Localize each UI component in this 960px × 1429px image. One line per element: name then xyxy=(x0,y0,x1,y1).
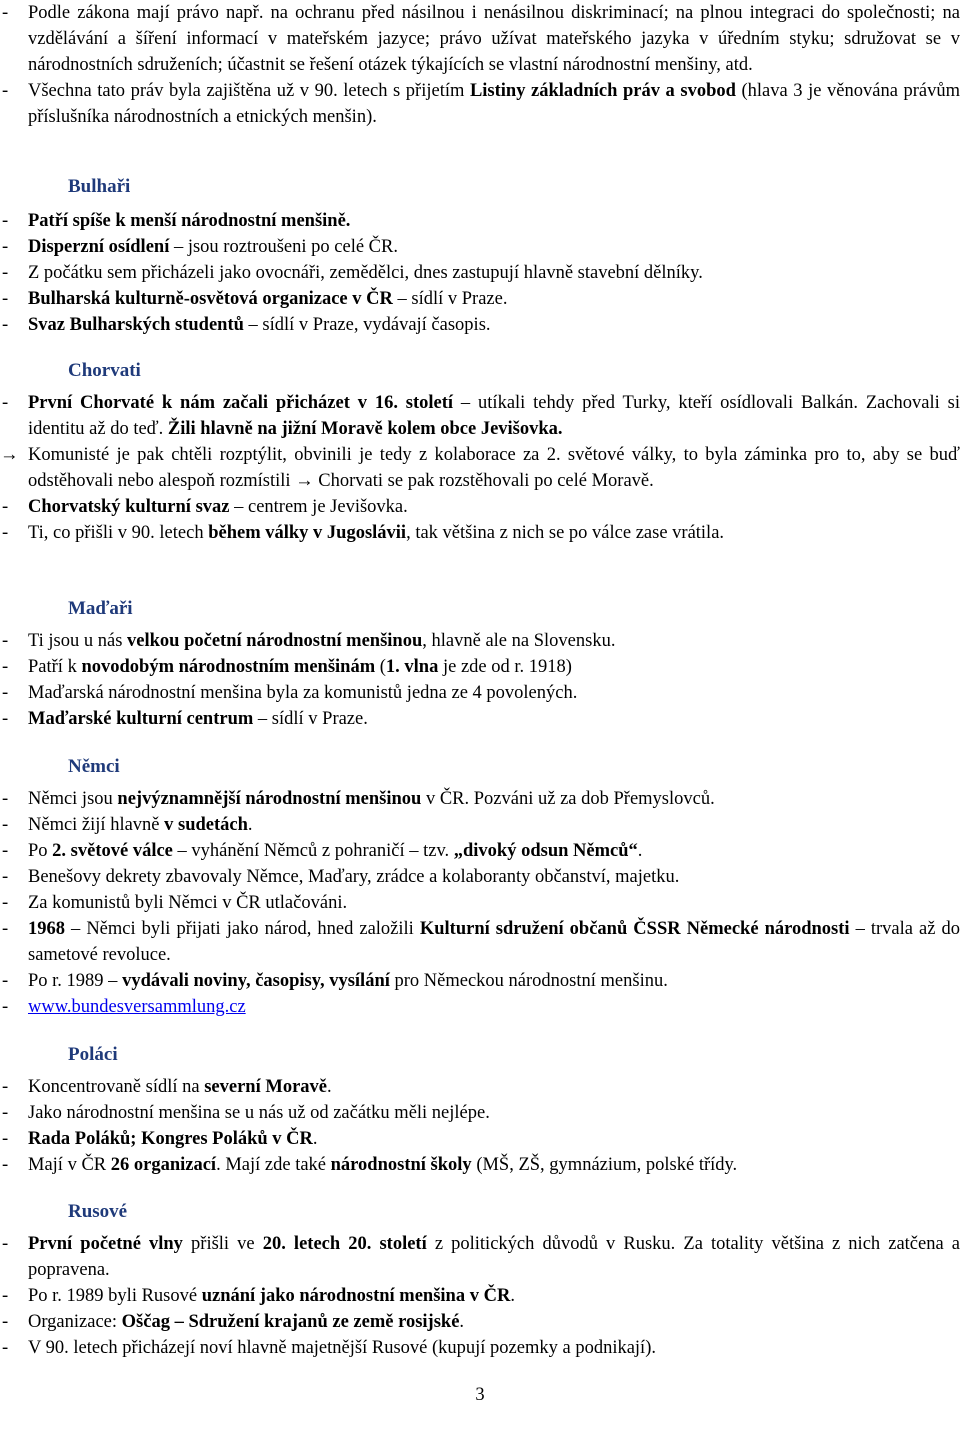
dash-marker: - xyxy=(2,211,9,231)
list-item: - Ti jsou u nás velkou početní národnostní menšinou, hlavně ale na Slovensku. xyxy=(0,628,960,654)
page-number: 3 xyxy=(475,1385,485,1405)
dash-marker: - xyxy=(2,789,9,809)
list-item xyxy=(0,994,960,1020)
dash-marker: - xyxy=(2,289,9,309)
list-item: - První početné vlny přišli ve 20. letech 20. století z politických důvodů v Rusku. Za totality většina z nich zatčena a popravena. xyxy=(0,1231,960,1283)
list-item: - Koncentrovaně sídlí na severní Moravě. xyxy=(0,1074,960,1100)
section-heading: Bulhaři xyxy=(68,176,131,197)
section-heading: Chorvati xyxy=(68,360,141,381)
list-item: - Organizace: Oščag – Sdružení krajanů ze země rosijské. xyxy=(0,1309,960,1335)
section-bulhari xyxy=(0,174,960,338)
list-item: - Maďarská národnostní menšina byla za komunistů jedna ze 4 povolených. xyxy=(0,680,960,706)
list-item: - Mají v ČR 26 organizací. Mají zde také národnostní školy (MŠ, ZŠ, gymnázium, polské třídy. xyxy=(0,1152,960,1178)
section-polaci xyxy=(0,1042,960,1178)
dash-marker: - xyxy=(2,1286,9,1306)
dash-marker: - xyxy=(2,1155,9,1175)
list-item: - Benešovy dekrety zbavovaly Němce, Maďary, zrádce a kolaboranty občanství, majetku. xyxy=(0,864,960,890)
dash-marker: - xyxy=(2,867,9,887)
dash-marker: - xyxy=(2,1338,9,1358)
dash-marker: - xyxy=(2,841,9,861)
list-item: - Po r. 1989 – vydávali noviny, časopisy, vysílání pro Německou národnostní menšinu. xyxy=(0,968,960,994)
section-chorvati xyxy=(0,358,960,546)
list-item: - Disperzní osídlení – jsou roztroušeni po celé ČR. xyxy=(0,234,960,260)
section-heading: Rusové xyxy=(68,1201,128,1222)
dash-marker: - xyxy=(2,81,9,101)
list-item: - Svaz Bulharských studentů – sídlí v Praze, vydávají časopis. xyxy=(0,312,960,338)
dash-marker: - xyxy=(2,497,9,517)
dash-marker: - xyxy=(2,893,9,913)
dash-marker: - xyxy=(2,631,9,651)
list-item: - V 90. letech přicházejí noví hlavně majetnější Rusové (kupují pozemky a podnikají). xyxy=(0,1335,960,1361)
list-item: - Po r. 1989 byli Rusové uznání jako národnostní menšina v ČR. xyxy=(0,1283,960,1309)
list-item: - Ti, co přišli v 90. letech během války v Jugoslávii, tak většina z nich se po válce zase vrátila. xyxy=(0,520,960,546)
list-item: - Po 2. světové válce – vyhánění Němců z pohraničí – tzv. „divoký odsun Němců“. xyxy=(0,838,960,864)
dash-marker: - xyxy=(2,971,9,991)
dash-marker: - xyxy=(2,1129,9,1149)
section-heading: Němci xyxy=(68,756,120,777)
dash-marker: - xyxy=(2,997,9,1017)
list-item: - Jako národnostní menšina se u nás už od začátku měli nejlépe. xyxy=(0,1100,960,1126)
section-madari xyxy=(0,596,960,732)
intro-section xyxy=(0,0,960,130)
list-item: - Patří spíše k menší národnostní menšině. xyxy=(0,208,960,234)
dash-marker: - xyxy=(2,523,9,543)
section-rusove xyxy=(0,1199,960,1361)
list-item: - První Chorvaté k nám začali přicházet v 16. století – utíkali tehdy před Turky, kteří osídlovali Balkán. Zachovali si identitu až do teď. Žili hlavně na jižní Moravě kolem obce Jevišovka. xyxy=(0,390,960,442)
list-item: - 1968 – Němci byli přijati jako národ, hned založili Kulturní sdružení občanů ČSSR Německé národnosti – trvala až do sametové revoluce. xyxy=(0,916,960,968)
dash-marker: - xyxy=(2,263,9,283)
arrow-icon: → xyxy=(0,445,19,465)
list-item: - Němci jsou nejvýznamnější národnostní menšinou v ČR. Pozváni už za dob Přemyslovců. xyxy=(0,786,960,812)
list-item: - Patří k novodobým národnostním menšinám (1. vlna je zde od r. 1918) xyxy=(0,654,960,680)
list-item: - Bulharská kulturně-osvětová organizace v ČR – sídlí v Praze. xyxy=(0,286,960,312)
section-heading: Poláci xyxy=(68,1044,118,1065)
section-nemci xyxy=(0,754,960,1020)
dash-marker: - xyxy=(2,815,9,835)
list-item: - Za komunistů byli Němci v ČR utlačováni. xyxy=(0,890,960,916)
dash-marker: - xyxy=(2,315,9,335)
list-item: - Maďarské kulturní centrum – sídlí v Praze. xyxy=(0,706,960,732)
dash-marker: - xyxy=(2,683,9,703)
dash-marker: - xyxy=(2,1234,9,1254)
section-heading: Maďaři xyxy=(68,598,133,619)
list-item: - Chorvatský kulturní svaz – centrem je Jevišovka. xyxy=(0,494,960,520)
bundesversammlung-link[interactable]: www.bundesversammlung.cz xyxy=(28,997,246,1017)
dash-marker: - xyxy=(2,237,9,257)
dash-marker: - xyxy=(2,1312,9,1332)
dash-marker: - xyxy=(2,919,9,939)
dash-marker: - xyxy=(2,709,9,729)
list-item: - Podle zákona mají právo např. na ochranu před násilnou i nenásilnou diskriminací; na plnou integraci do společnosti; na vzdělávání a šíření informací v mateřském jazyce; právo užívat mateřského jazyka v úředním styku; sdružovat se v národnostních sdruženích; účastnit se řešení otázek týkajících se vlastní národnostní menšiny, atd. xyxy=(0,0,960,78)
dash-marker: - xyxy=(2,393,9,413)
list-item: - Němci žijí hlavně v sudetách. xyxy=(0,812,960,838)
list-item: - Rada Poláků; Kongres Poláků v ČR. xyxy=(0,1126,960,1152)
list-item: → Komunisté je pak chtěli rozptýlit, obvinili je tedy z kolaborace za 2. světové války, to byla záminka pro to, aby se buď odstěhovali nebo alespoň rozmístili → Chorvati se pak rozstěhovali po celé Moravě. xyxy=(0,442,960,494)
dash-marker: - xyxy=(2,1103,9,1123)
list-item: - Všechna tato práv byla zajištěna už v 90. letech s přijetím Listiny základních práv a svobod (hlava 3 je věnována právům příslušníka národnostních a etnických menšin). xyxy=(0,78,960,130)
list-item: - Z počátku sem přicházeli jako ovocnáři, zemědělci, dnes zastupují hlavně stavební dělníky. xyxy=(0,260,960,286)
dash-marker: - xyxy=(2,3,9,23)
dash-marker: - xyxy=(2,657,9,677)
dash-marker: - xyxy=(2,1077,9,1097)
